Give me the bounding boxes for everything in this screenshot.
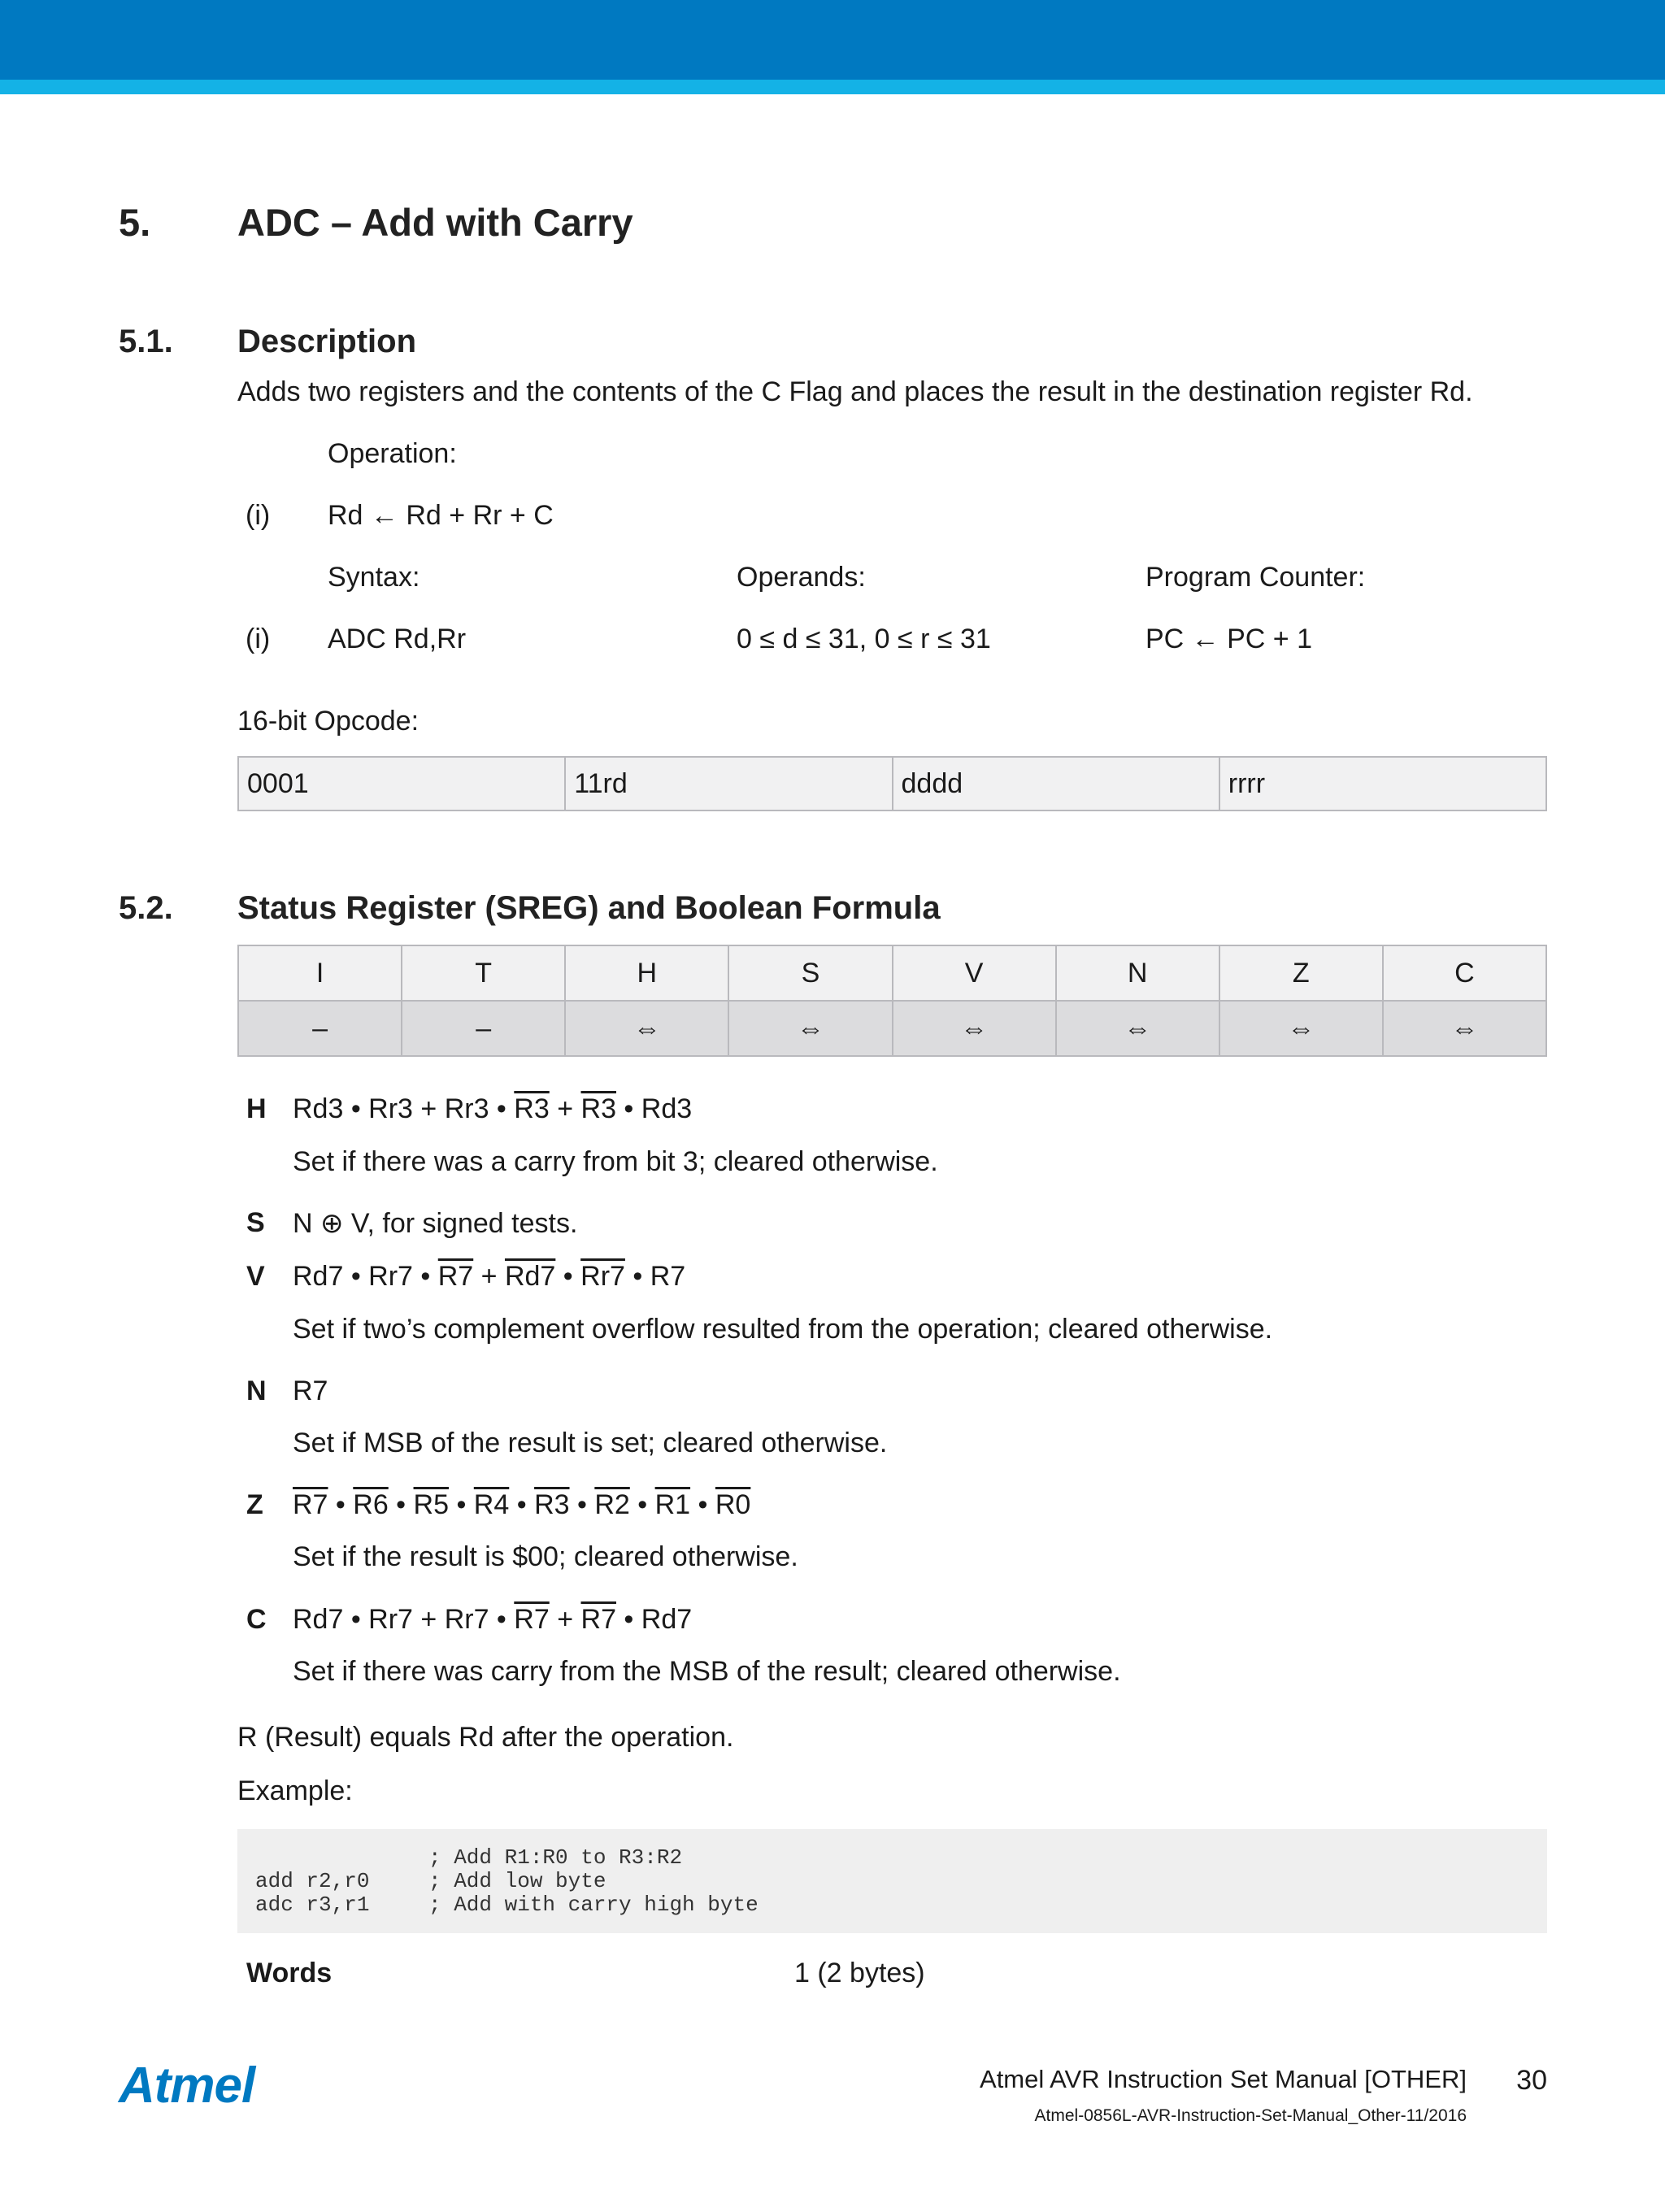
- flag-n-note: Set if MSB of the result is set; cleared otherwise.: [293, 1428, 888, 1458]
- footer-manual-title: Atmel AVR Instruction Set Manual [OTHER]: [980, 2065, 1467, 2093]
- flag-h-formula: Rd3 • Rr3 + Rr3 • R3 + R3 • Rd3: [293, 1093, 693, 1124]
- sreg-flag-header: H: [565, 945, 728, 1001]
- opcode-cell: dddd: [893, 757, 1219, 810]
- subsection-number-description: 5.1.: [119, 324, 173, 359]
- opcode-cell: 11rd: [565, 757, 892, 810]
- sreg-flag-value: ⇔: [893, 1001, 1056, 1056]
- subsection-title-sreg: Status Register (SREG) and Boolean Formula: [237, 890, 941, 926]
- sreg-flag-value: ⇔: [728, 1001, 892, 1056]
- operation-formula: Rd ← Rd + Rr + C: [328, 500, 554, 531]
- sreg-flag-header: C: [1383, 945, 1546, 1001]
- flag-c-formula: Rd7 • Rr7 + Rr7 • R7 + R7 • Rd7: [293, 1604, 693, 1635]
- footer-page-number: 30: [1516, 2065, 1547, 2096]
- sreg-flag-value: –: [402, 1001, 565, 1056]
- flag-v-formula: Rd7 • Rr7 • R7 + Rd7 • Rr7 • R7: [293, 1261, 686, 1292]
- sreg-table: [237, 945, 1547, 1057]
- flag-s-formula: N ⊕ V, for signed tests.: [293, 1208, 578, 1239]
- flag-v-letter: V: [246, 1261, 265, 1292]
- code-comment: ; Add R1:R0 to R3:R2: [428, 1845, 683, 1870]
- sreg-flag-header: V: [893, 945, 1056, 1001]
- sreg-flag-value: ⇔: [1219, 1001, 1383, 1056]
- code-comment: ; Add low byte: [428, 1869, 606, 1893]
- sreg-flag-header: N: [1056, 945, 1219, 1001]
- flag-v-note: Set if two’s complement overflow resulted from the operation; cleared otherwise.: [293, 1314, 1273, 1345]
- flag-h-letter: H: [246, 1093, 267, 1124]
- subsection-title-description: Description: [237, 324, 417, 359]
- opcode-cell: 0001: [238, 757, 565, 810]
- header-stripe: [0, 80, 1665, 94]
- opcode-table: [237, 756, 1547, 811]
- code-instruction: add r2,r0: [255, 1869, 370, 1893]
- flag-n-formula: R7: [293, 1375, 328, 1406]
- program-counter-value: PC ← PC + 1: [1146, 624, 1313, 654]
- flag-n-letter: N: [246, 1375, 267, 1406]
- sreg-flag-header: T: [402, 945, 565, 1001]
- code-example: [237, 1829, 1547, 1933]
- flag-c-note: Set if there was carry from the MSB of the result; cleared otherwise.: [293, 1656, 1121, 1687]
- syntax-value: ADC Rd,Rr: [328, 624, 467, 654]
- flag-z-formula: R7 • R6 • R5 • R4 • R3 • R2 • R1 • R0: [293, 1489, 751, 1520]
- result-note: R (Result) equals Rd after the operation.: [237, 1722, 734, 1753]
- operands-label: Operands:: [737, 562, 866, 593]
- sreg-flag-value: ⇔: [1056, 1001, 1219, 1056]
- code-instruction: adc r3,r1: [255, 1893, 370, 1917]
- header-bar: [0, 0, 1665, 80]
- section-number: 5.: [119, 201, 151, 244]
- words-label: Words: [246, 1958, 333, 1988]
- example-label: Example:: [237, 1775, 353, 1806]
- sreg-flag-header: S: [728, 945, 892, 1001]
- operands-value: 0 ≤ d ≤ 31, 0 ≤ r ≤ 31: [737, 624, 991, 654]
- flag-s-letter: S: [246, 1207, 265, 1238]
- sreg-flag-value: ⇔: [1383, 1001, 1546, 1056]
- subsection-number-sreg: 5.2.: [119, 890, 173, 926]
- atmel-logo: Atmel: [119, 2058, 255, 2114]
- syntax-index: (i): [246, 624, 271, 654]
- sreg-flag-header: I: [238, 945, 402, 1001]
- words-value: 1 (2 bytes): [794, 1958, 925, 1988]
- flag-z-letter: Z: [246, 1489, 263, 1520]
- flag-c-letter: C: [246, 1604, 267, 1635]
- section-title: ADC – Add with Carry: [237, 201, 633, 244]
- opcode-cell: rrrr: [1219, 757, 1546, 810]
- operation-label: Operation:: [328, 438, 457, 469]
- operation-index: (i): [246, 500, 271, 531]
- flag-z-note: Set if the result is $00; cleared otherwise.: [293, 1541, 798, 1572]
- syntax-label: Syntax:: [328, 562, 420, 593]
- sreg-flag-value: ⇔: [565, 1001, 728, 1056]
- flag-h-note: Set if there was a carry from bit 3; cleared otherwise.: [293, 1146, 938, 1177]
- code-comment: ; Add with carry high byte: [428, 1893, 759, 1917]
- opcode-label: 16-bit Opcode:: [237, 706, 420, 737]
- sreg-flag-value: –: [238, 1001, 402, 1056]
- description-text: Adds two registers and the contents of the C Flag and places the result in the destination register Rd.: [237, 376, 1473, 407]
- program-counter-label: Program Counter:: [1146, 562, 1366, 593]
- footer-doc-id: Atmel-0856L-AVR-Instruction-Set-Manual_Other-11/2016: [1034, 2106, 1467, 2125]
- sreg-flag-header: Z: [1219, 945, 1383, 1001]
